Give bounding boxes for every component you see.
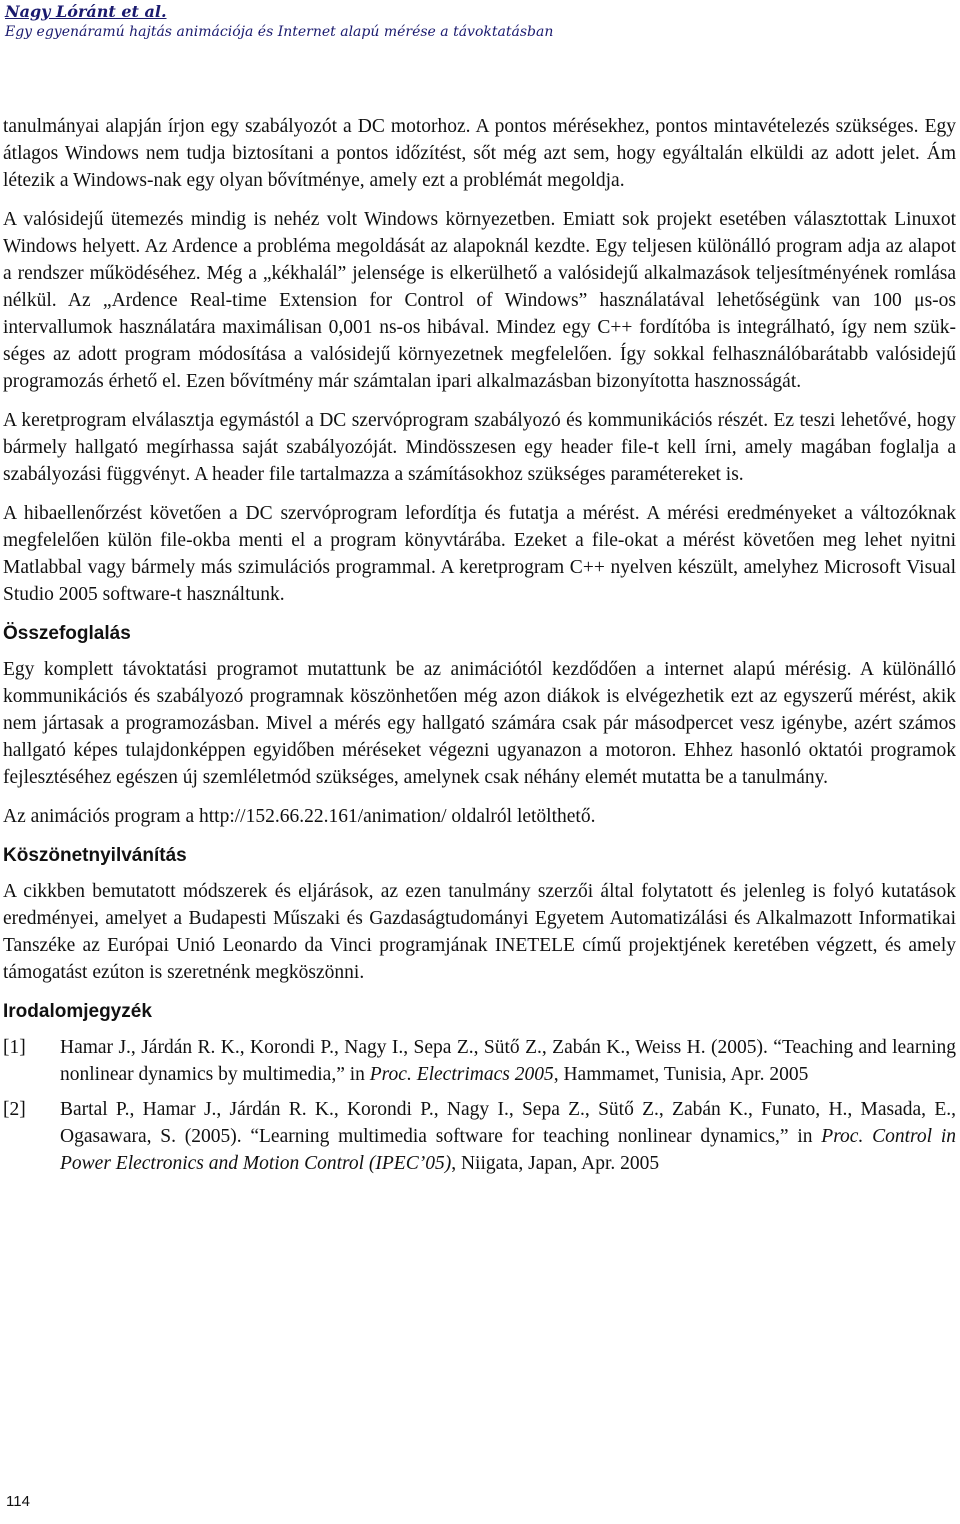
paragraph-2: A valósidejű ütemezés mindig is nehéz volt Windows környezetben. Emiatt sok projekt esetében választottak Linuxot Windows helyett. Az Ardence a probléma megoldását az alapoknál kezdte. Egy teljesen különálló program adja az alapot a rendszer működéséhez. Még a „kékhalál” jelensége is elkerülhető a valósidejű alkalmazások teljesítményének romlása nélkül. Az „Ardence Real-time Extension for Control of Windows” használatával lehetőségünk van 100 μs-os intervallumok használatára maximálisan 0,001 ns-os hibával. Mindez egy C++ fordítóba is integrálható, így nem szükséges az adott program módosítása a valósidejű környezetnek megfelelően. Így sokkal felhasználóbarátabb valósidejű programozás érhető el. Ezen bővítmény már számtalan ipari alkalmazásban bizonyította hasznosságát. (3, 209, 956, 392)
reference-authors-title: Hamar J., Járdán R. K., Korondi P., Nagy I., Sepa Z., Sütő Z., Zabán K., Weiss H. (2005). “Teaching and learning nonlinear dynamics by multimedia,” in (60, 1037, 956, 1085)
reference-text (60, 1096, 956, 1177)
heading-references: Irodalomjegyzék (3, 1001, 152, 1022)
reference-authors-title: Bartal P., Hamar J., Járdán R. K., Korondi P., Nagy I., Sepa Z., Sütő Z., Zabán K., Funato, H., Masada, E., Ogasawara, S. (2005). “Learning multimedia software for teaching nonlinear dynamics,” in (60, 1099, 956, 1147)
header-title: Egy egyenáramú hajtás animációja és Internet alapú mérése a távoktatásban (5, 24, 554, 40)
reference-location: , Niigata, Japan, Apr. 2005 (451, 1153, 660, 1174)
running-header (5, 2, 945, 42)
paragraph-6: Az animációs program a http://152.66.22.161/animation/ oldalról letölthető. (3, 806, 596, 827)
reference-venue: Proc. Electrimacs 2005 (369, 1064, 554, 1085)
reference-number: [1] (3, 1037, 26, 1058)
paragraph-4: A hibaellenőrzést követően a DC szervóprogram lefordítja és futatja a mérést. A mérési eredményeket a változóknak megfelelően külön file-okba menti el a program könyvtárába. Ezeket a file-okat a mérést követően meg lehet nyitni Matlabbal vagy bármely más szimulációs programmal. A keretprogram C++ nyelven készült, amelyhez Microsoft Visual Studio 2005 software-t használtunk. (3, 503, 956, 605)
reference-number: [2] (3, 1099, 26, 1120)
reference-location: , Hammamet, Tunisia, Apr. 2005 (553, 1064, 809, 1085)
paragraph-3: A keretprogram elválasztja egymástól a DC szervóprogram szabályozó és kommunikációs részét. Ez teszi lehetővé, hogy bármely hallgató megírhassa saját szabályozóját. Mindösszesen egy header file-t kell írni, amely magában foglalja a szabályozási függvényt. A header file tartalmazza a számításokhoz szükséges paramétereket is. (3, 410, 956, 485)
paragraph-1: tanulmányai alapján írjon egy szabályozót a DC motorhoz. A pontos mérésekhez, pontos mintavételezés szükséges. Egy átlagos Windows nem tudja biztosítani a pontos időzítést, sőt még azt sem, hogy egyáltalán elküldi az adott jelet. Ám létezik a Windows-nak egy olyan bővítménye, amely ezt a problémát megoldja. (3, 116, 956, 191)
reference-item (3, 1034, 956, 1088)
page-number: 114 (6, 1493, 30, 1510)
reference-venue: Proc. Control in Power Electronics and Motion Control (IPEC’05) (60, 1126, 956, 1174)
heading-acknowledgements: Köszönetnyilvánítás (3, 845, 187, 866)
header-author: Nagy Lóránt et al. (5, 2, 167, 21)
heading-summary: Összefoglalás (3, 623, 131, 644)
reference-item (3, 1096, 956, 1177)
page-body (3, 113, 956, 1185)
paragraph-5: Egy komplett távoktatási programot mutattunk be az animációtól kezdődően a internet alapú mérésig. A különálló kommunikációs és szabályozó programnak köszönhetően még azon diákok is elvégezhetik ezt az egyszerű mérést, akik nem jártasak a programozásban. Mivel a mérés egy hallgató számára csak pár másodpercet vesz igénybe, azért számos hallgató képes tulajdonképpen egyidőben méréseket végezni ugyanazon a motoron. Ehhez hasonló oktatói programok fejlesztéséhez egészen új szemléletmód szükséges, amelynek csak néhány elemét mutatta be a tanulmány. (3, 659, 956, 788)
paragraph-7: A cikkben bemutatott módszerek és eljárások, az ezen tanulmány szerzői által folytatott és jelenleg is folyó kutatások eredményei, amelyet a Budapesti Műszaki és Gazdaságtudományi Egyetem Automatizálási és Alkalmazott Informatikai Tanszéke az Európai Unió Leonardo da Vinci programjának INETELE című projektjének keretében végzett, és amely támogatást ezúton is szeretnénk megköszönni. (3, 881, 956, 983)
reference-text (60, 1034, 956, 1088)
